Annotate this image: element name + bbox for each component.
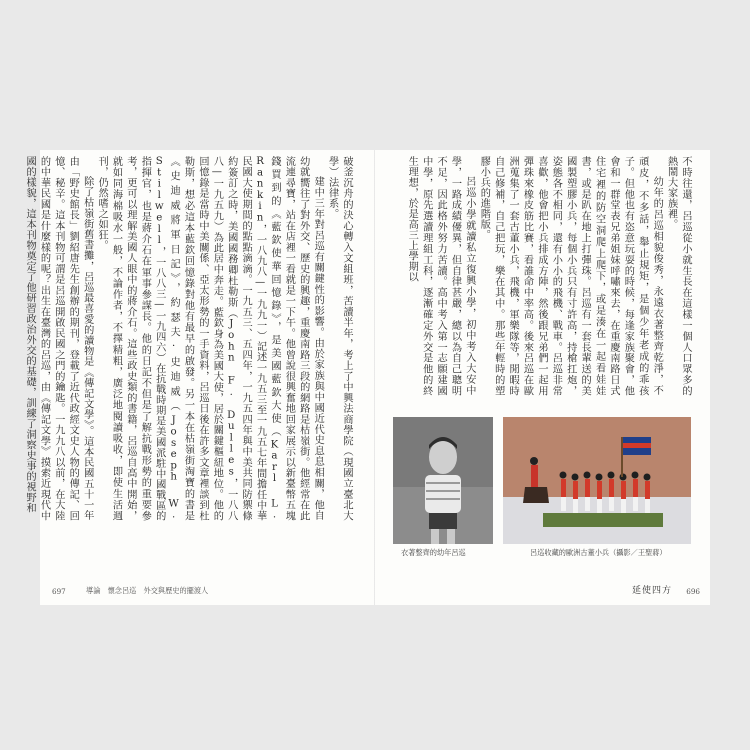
left-running-head: 導論 懷念呂巡 外交與歷史的擺渡人 [86, 586, 209, 595]
footer-logo: 延使四方 [631, 586, 672, 596]
photo-boy [393, 417, 493, 544]
caption-boy-photo: 衣著整齊的幼年呂巡 [401, 548, 466, 557]
boy-photo-image [393, 417, 493, 544]
left-paragraph-2: 建中三年對呂巡有關鍵性的影響。由於家族與中國近代史息息相關，他自幼就嚮往了對外交、歷史的興趣，重慶南路三段的網路是枯嶺街。他經常在此流連尋寶，站在店裡一看就是一下午。他曾說很興奮地回家展示以新臺幣五塊錢買到的《藍欽使華回憶錄》，是美國藍欽大使（Karl L. Rankin，一八九八—一九九一）記述一九五三至一九五七年間擔任中華民國大使期間的點點滴滴。一九五三、五四年，一九五四年與中美共同防禦條約簽訂之時，美國國務卿杜勒斯（John F. Dulles，一八八八—一九五九）為此居中奔走。藍欽身為美國大使，居於關鍵樞紐地位。他的回憶錄是當時中美關係、亞太形勢的一手資料，呂巡日後在許多文章裡談到杜勒斯，想必這本藍欽回憶錄對他有最早的啟發。另一本在枯嶺街淘寶的書是《史迪威將軍日記》，約瑟夫·史迪威（Joseph W. Stilwell，一八八三—一九四六）在抗戰時期是美國派駐中國戰區的指揮官，也是蔣介石在軍事參謀長。他的日記不但是了解抗戰形勢的重要參考，更可以理解美國人眼中的蔣介石。這些政史類的書籍，呂巡自高中開始，就如同海棉吸水一般，不論作者，不擇精粗，廣泛地閱讀吸收，即使生活週刊，仍然嗜之如狂。 [96, 156, 324, 521]
right-paragraph-3: 呂巡小學就讀私立復興小學，初中考入大安中學，一路成績優異，但自律甚嚴，總以為自己聰明不足，因此格外努力苦讀。高中考入第一志願建國中學，原先選讀理組工科，逐漸確定外交是他的終生理想，於是高三上學期以 [406, 156, 475, 396]
caption-toys-photo: 呂巡收藏的歐洲古董小兵（攝影／王聖蔣） [530, 548, 667, 557]
book-spread [24, 150, 710, 605]
left-paragraph-1: 破釜沉舟的決心轉入文組班，苦讀半年，考上了中興法商學院（現國立臺北大學）法律系。 [326, 156, 352, 521]
left-page-body-text [24, 156, 353, 521]
right-paragraph-1: 不時往還，呂巡從小就生長在這樣一個人口眾多的熱鬧大家族裡。 [665, 156, 691, 396]
left-page [24, 150, 375, 605]
left-paragraph-3: 除了枯嶺街舊書攤，呂巡最喜愛的讀物是《傳記文學》。這本民國五十一年由「野史館長」劉紹唐先生創辦的期刊，登載了近代政經文史人物的傳記、回憶、秘辛。這本刊物可謂是呂巡開啟民國之門的鑰匙。一九九八以前，在大陸的中華民國是什麼樣的呢？出生在臺灣的呂巡，由《傳記文學》摸索近現代中國的樣貌，這本刊物奠定了他研習政治外交的基礎，訓練了洞察史事的視野和 [24, 156, 93, 521]
photo-toys [503, 417, 691, 544]
right-page-body-text [382, 156, 692, 396]
right-page [375, 150, 710, 605]
right-paragraph-2: 幼年的呂巡相貌俊秀，永遠衣著整齊乾淨，不頑皮，不多話，舉止規矩，是個少年老成的乖孩子。但他也有恣意玩耍的時候，每逢家族聚會，他會和一群堂表兄弟姐妹呼嘯來去，在重慶南路日式住宅裡的防空洞爬上爬下，或是湊在一起看娃娃書，或是趴在地上打彈珠。呂巡有一套長輩送的美國製塑膠小兵，每個小兵只有寸許高，持槍扛炮，姿態各不相同，還有小小的飛機、戰車。呂巡非常喜歡，他會把小兵排成方陣，然後跟兄弟們一起用彈珠來橡皮筋比賽，看誰命中率高。後來呂巡在歐洲蒐集了一套古董小兵，飛機，軍樂隊等，閒暇時自己修補，自己把玩，樂在其中。那些年輕時的塑膠小兵的進階版。 [478, 156, 663, 396]
toy-soldiers-photo-image [503, 417, 691, 544]
left-page-number: 697 [52, 587, 66, 596]
right-page-number: 696 [686, 587, 700, 596]
